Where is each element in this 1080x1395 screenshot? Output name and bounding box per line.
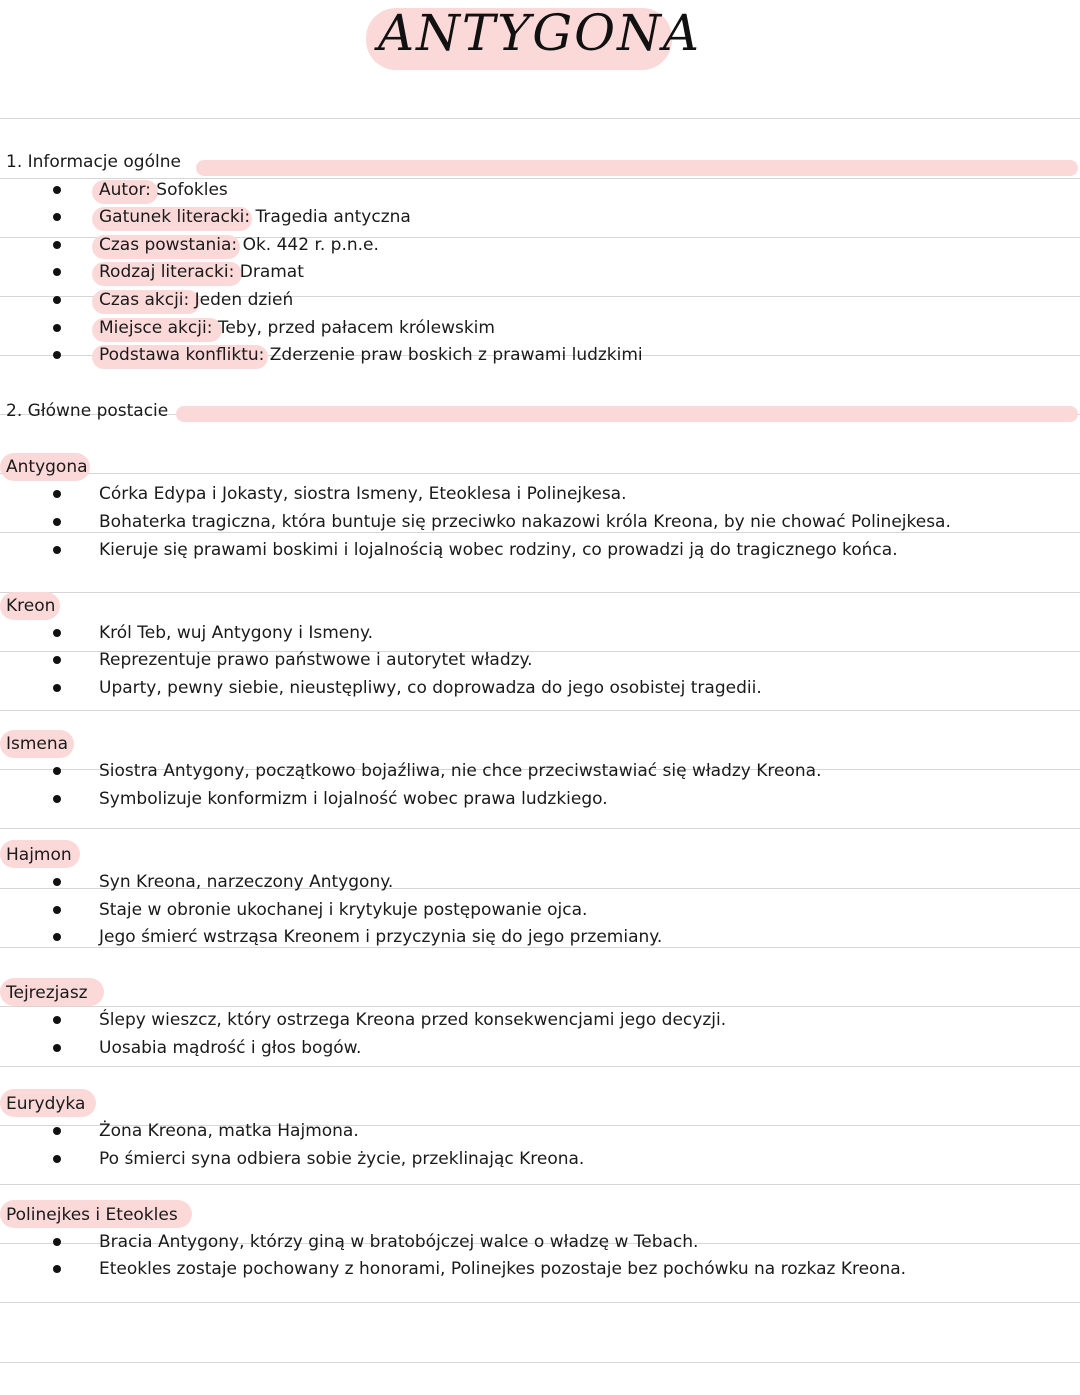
info-item [99, 289, 293, 311]
info-label: Czas akcji: [99, 290, 190, 310]
info-item [99, 234, 379, 256]
bullet [53, 1238, 61, 1246]
info-item [99, 206, 411, 228]
section-heading: 1. Informacje ogólne [6, 152, 181, 172]
info-value: Ok. 442 r. p.n.e. [242, 235, 379, 255]
rule-line [0, 1362, 1080, 1363]
info-item [99, 179, 228, 201]
info-value: Jeden dzień [194, 290, 294, 310]
character-point: Staje w obronie ukochanej i krytykuje postępowanie ojca. [99, 900, 588, 920]
bullet [53, 795, 61, 803]
character-point: Kieruje się prawami boskimi i lojalnością wobec rodziny, co prowadzi ją do tragicznego końca. [99, 540, 898, 560]
character-point: Żona Kreona, matka Hajmona. [99, 1121, 359, 1141]
rule-line [0, 1006, 1080, 1007]
bullet [53, 767, 61, 775]
info-label: Rodzaj literacki: [99, 262, 235, 282]
bullet [53, 1016, 61, 1024]
character-point: Jego śmierć wstrząsa Kreonem i przyczynia się do jego przemiany. [99, 927, 663, 947]
info-item [99, 344, 643, 366]
info-label: Miejsce akcji: [99, 318, 213, 338]
info-value: Sofokles [156, 180, 228, 200]
character-point: Po śmierci syna odbiera sobie życie, przeklinając Kreona. [99, 1149, 585, 1169]
bullet [53, 1044, 61, 1052]
section-heading-highlight [196, 160, 1078, 176]
rule-line [0, 710, 1080, 711]
bullet [53, 351, 61, 359]
character-name: Tejrezjasz [6, 983, 88, 1003]
bullet [53, 296, 61, 304]
character-point: Uparty, pewny siebie, nieustępliwy, co doprowadza do jego osobistej tragedii. [99, 678, 762, 698]
character-point: Bracia Antygony, którzy giną w bratobójczej walce o władzę w Tebach. [99, 1232, 699, 1252]
bullet [53, 906, 61, 914]
info-value: Teby, przed pałacem królewskim [217, 318, 495, 338]
rule-line [0, 473, 1080, 474]
character-point: Bohaterka tragiczna, która buntuje się przeciwko nakazowi króla Kreona, by nie chować Polinejkesa. [99, 512, 951, 532]
info-value: Tragedia antyczna [255, 207, 411, 227]
rule-line [0, 1184, 1080, 1185]
section-heading-highlight [176, 406, 1078, 422]
character-point: Symbolizuje konformizm i lojalność wobec prawa ludzkiego. [99, 789, 608, 809]
bullet [53, 684, 61, 692]
rule-line [0, 118, 1080, 119]
info-label: Autor: [99, 180, 151, 200]
bullet [53, 213, 61, 221]
bullet [53, 656, 61, 664]
character-name: Hajmon [6, 845, 72, 865]
bullet [53, 629, 61, 637]
rule-line [0, 592, 1080, 593]
info-value: Dramat [239, 262, 304, 282]
character-point: Siostra Antygony, początkowo bojaźliwa, nie chce przeciwstawiać się władzy Kreona. [99, 761, 822, 781]
character-name: Polinejkes i Eteokles [6, 1205, 178, 1225]
info-label: Gatunek literacki: [99, 207, 251, 227]
rule-line [0, 828, 1080, 829]
info-item [99, 317, 495, 339]
bullet [53, 268, 61, 276]
character-point: Eteokles zostaje pochowany z honorami, Polinejkes pozostaje bez pochówku na rozkaz Kreona. [99, 1259, 907, 1279]
info-label: Czas powstania: [99, 235, 238, 255]
character-point: Król Teb, wuj Antygony i Ismeny. [99, 623, 374, 643]
bullet [53, 546, 61, 554]
character-point: Reprezentuje prawo państwowe i autorytet władzy. [99, 650, 533, 670]
bullet [53, 1127, 61, 1135]
character-name: Ismena [6, 734, 69, 754]
character-name: Eurydyka [6, 1094, 86, 1114]
character-point: Córka Edypa i Jokasty, siostra Ismeny, Eteoklesa i Polinejkesa. [99, 484, 627, 504]
bullet [53, 186, 61, 194]
character-point: Syn Kreona, narzeczony Antygony. [99, 872, 394, 892]
bullet [53, 933, 61, 941]
bullet [53, 878, 61, 886]
rule-line [0, 1066, 1080, 1067]
bullet [53, 1155, 61, 1163]
character-point: Uosabia mądrość i głos bogów. [99, 1038, 362, 1058]
section-heading: 2. Główne postacie [6, 401, 169, 421]
character-name: Antygona [6, 457, 88, 477]
bullet [53, 241, 61, 249]
bullet [53, 518, 61, 526]
bullet [53, 1265, 61, 1273]
bullet [53, 490, 61, 498]
bullet [53, 324, 61, 332]
character-name: Kreon [6, 596, 56, 616]
character-point: Ślepy wieszcz, który ostrzega Kreona przed konsekwencjami jego decyzji. [99, 1010, 727, 1030]
info-label: Podstawa konfliktu: [99, 345, 265, 365]
rule-line [0, 1302, 1080, 1303]
page-title: ANTYGONA [378, 4, 702, 62]
info-value: Zderzenie praw boskich z prawami ludzkimi [269, 345, 643, 365]
info-item [99, 261, 304, 283]
